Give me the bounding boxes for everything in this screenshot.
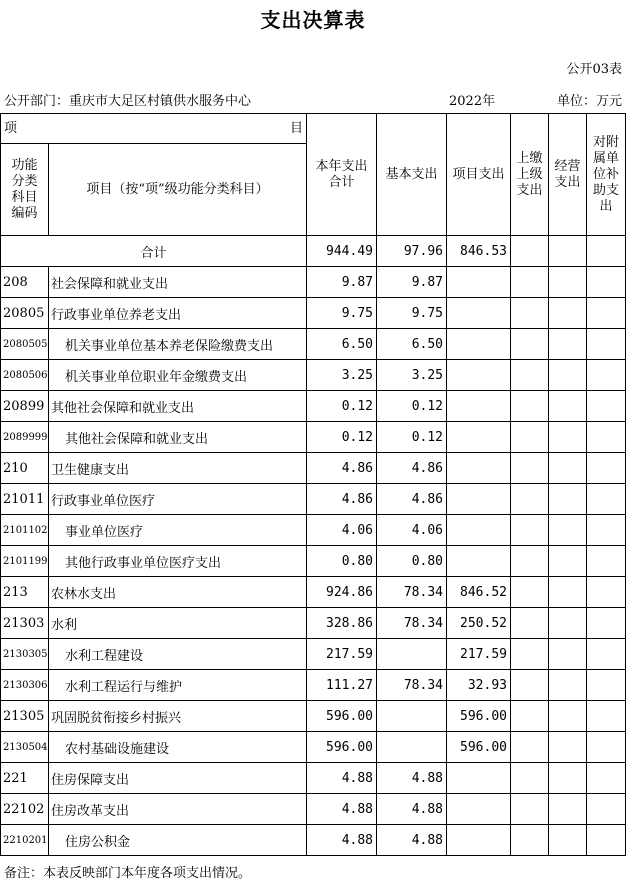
unit-label: 单位：万元 [556,94,622,109]
row-upper [511,391,549,422]
row-name: 住房公积金 [49,825,307,856]
row-upper [511,267,549,298]
row-subsidiary [587,546,626,577]
row-basic [377,732,447,763]
row-name: 水利工程建设 [49,639,307,670]
row-basic: 4.86 [377,453,447,484]
header-subsidiary: 对附属单位补助支出 [587,114,626,236]
header-project: 项目支出 [447,114,511,236]
row-business [549,732,587,763]
row-project [447,453,511,484]
row-upper [511,763,549,794]
row-business [549,670,587,701]
row-subsidiary [587,732,626,763]
row-subsidiary [587,360,626,391]
row-subsidiary [587,577,626,608]
row-code: 221 [1,763,49,794]
row-basic: 4.88 [377,763,447,794]
row-name: 水利 [49,608,307,639]
row-basic: 4.86 [377,484,447,515]
row-business [549,639,587,670]
row-name: 事业单位医疗 [49,515,307,546]
row-business [549,701,587,732]
row-basic: 4.88 [377,794,447,825]
row-name: 行政事业单位养老支出 [49,298,307,329]
row-upper [511,701,549,732]
row-upper [511,577,549,608]
total-project: 846.53 [447,236,511,267]
row-project [447,298,511,329]
table-row [1,329,626,360]
row-project: 846.52 [447,577,511,608]
row-business [549,298,587,329]
table-row [1,422,626,453]
expenditure-table [0,113,626,856]
row-code: 210 [1,453,49,484]
row-project: 32.93 [447,670,511,701]
row-total: 4.88 [307,763,377,794]
row-project [447,329,511,360]
row-code: 2130305 [1,639,49,670]
total-row [1,236,626,267]
row-project [447,360,511,391]
header-item: 项目（按“项”级功能分类科目） [49,144,307,236]
row-business [549,484,587,515]
row-upper [511,484,549,515]
row-code: 2101199 [1,546,49,577]
row-total: 924.86 [307,577,377,608]
table-row [1,515,626,546]
row-business [549,329,587,360]
total-subsidiary [587,236,626,267]
row-name: 机关事业单位职业年金缴费支出 [49,360,307,391]
row-project [447,546,511,577]
row-business [549,453,587,484]
row-code: 22102 [1,794,49,825]
total-business [549,236,587,267]
table-row [1,453,626,484]
form-code: 公开03表 [566,62,622,77]
row-project [447,825,511,856]
row-total: 4.88 [307,794,377,825]
row-name: 卫生健康支出 [49,453,307,484]
table-row [1,608,626,639]
row-project [447,484,511,515]
row-upper [511,825,549,856]
row-name: 水利工程运行与维护 [49,670,307,701]
row-name: 行政事业单位医疗 [49,484,307,515]
row-total: 9.87 [307,267,377,298]
row-name: 住房改革支出 [49,794,307,825]
row-business [549,267,587,298]
row-upper [511,608,549,639]
row-subsidiary [587,825,626,856]
row-basic: 4.06 [377,515,447,546]
row-total: 4.86 [307,453,377,484]
row-total: 4.86 [307,484,377,515]
table-row [1,763,626,794]
row-project [447,422,511,453]
row-total: 596.00 [307,701,377,732]
row-upper [511,422,549,453]
row-subsidiary [587,329,626,360]
header-total: 本年支出合计 [307,114,377,236]
row-upper [511,453,549,484]
row-upper [511,515,549,546]
row-code: 21305 [1,701,49,732]
row-total: 111.27 [307,670,377,701]
row-upper [511,298,549,329]
row-name: 其他行政事业单位医疗支出 [49,546,307,577]
row-total: 0.80 [307,546,377,577]
row-subsidiary [587,608,626,639]
table-row [1,794,626,825]
row-code: 213 [1,577,49,608]
row-basic: 0.12 [377,391,447,422]
row-business [549,825,587,856]
row-total: 217.59 [307,639,377,670]
row-subsidiary [587,484,626,515]
header-basic: 基本支出 [377,114,447,236]
row-project: 217.59 [447,639,511,670]
row-business [549,546,587,577]
row-name: 巩固脱贫衔接乡村振兴 [49,701,307,732]
row-code: 2210201 [1,825,49,856]
row-code: 21011 [1,484,49,515]
row-subsidiary [587,639,626,670]
row-total: 0.12 [307,391,377,422]
total-upper [511,236,549,267]
row-business [549,360,587,391]
table-row [1,391,626,422]
header-upper: 上缴上级支出 [511,114,549,236]
header-mu: 目 [289,120,303,136]
row-upper [511,670,549,701]
row-subsidiary [587,701,626,732]
row-upper [511,794,549,825]
total-value: 944.49 [307,236,377,267]
table-row [1,825,626,856]
row-subsidiary [587,422,626,453]
table-row [1,577,626,608]
header-xiang-mu [1,114,307,144]
row-project [447,763,511,794]
row-name: 社会保障和就业支出 [49,267,307,298]
row-basic: 9.87 [377,267,447,298]
total-basic: 97.96 [377,236,447,267]
row-basic: 0.80 [377,546,447,577]
row-basic: 0.12 [377,422,447,453]
row-total: 328.86 [307,608,377,639]
row-business [549,608,587,639]
row-code: 20805 [1,298,49,329]
row-code: 2080506 [1,360,49,391]
row-total: 4.88 [307,825,377,856]
row-basic: 78.34 [377,670,447,701]
row-upper [511,329,549,360]
header-xiang: 项 [4,120,18,136]
department-label: 公开部门：重庆市大足区村镇供水服务中心 [4,94,252,109]
row-total: 0.12 [307,422,377,453]
row-business [549,577,587,608]
row-total: 596.00 [307,732,377,763]
row-name: 机关事业单位基本养老保险缴费支出 [49,329,307,360]
row-total: 4.06 [307,515,377,546]
year-label: 2022年 [449,94,496,109]
row-code: 21303 [1,608,49,639]
row-project: 596.00 [447,701,511,732]
row-basic: 78.34 [377,577,447,608]
row-project [447,391,511,422]
row-subsidiary [587,391,626,422]
row-subsidiary [587,298,626,329]
row-code: 20899 [1,391,49,422]
row-name: 住房保障支出 [49,763,307,794]
page-title: 支出决算表 [260,8,366,32]
row-project: 250.52 [447,608,511,639]
table-row [1,360,626,391]
row-basic: 3.25 [377,360,447,391]
row-project [447,267,511,298]
row-total: 3.25 [307,360,377,391]
row-basic: 6.50 [377,329,447,360]
table-row [1,298,626,329]
row-name: 其他社会保障和就业支出 [49,391,307,422]
row-subsidiary [587,453,626,484]
footnote: 备注：本表反映部门本年度各项支出情况。 [4,866,252,881]
row-name: 农林水支出 [49,577,307,608]
row-upper [511,639,549,670]
row-business [549,763,587,794]
row-total: 6.50 [307,329,377,360]
table-row [1,546,626,577]
header-business: 经营支出 [549,114,587,236]
table-row [1,484,626,515]
row-business [549,515,587,546]
row-total: 9.75 [307,298,377,329]
table-row [1,732,626,763]
table-row [1,267,626,298]
row-basic: 4.88 [377,825,447,856]
row-code: 2101102 [1,515,49,546]
row-business [549,794,587,825]
row-project: 596.00 [447,732,511,763]
row-business [549,391,587,422]
row-code: 2130504 [1,732,49,763]
row-upper [511,360,549,391]
row-name: 农村基础设施建设 [49,732,307,763]
row-upper [511,732,549,763]
total-label: 合计 [1,236,307,267]
row-basic: 78.34 [377,608,447,639]
table-row [1,701,626,732]
row-code: 208 [1,267,49,298]
row-name: 其他社会保障和就业支出 [49,422,307,453]
row-subsidiary [587,794,626,825]
row-subsidiary [587,267,626,298]
row-upper [511,546,549,577]
row-code: 2089999 [1,422,49,453]
row-basic [377,701,447,732]
row-subsidiary [587,670,626,701]
header-code: 功能分类科目编码 [1,144,49,236]
row-code: 2130306 [1,670,49,701]
row-subsidiary [587,515,626,546]
row-project [447,515,511,546]
row-basic: 9.75 [377,298,447,329]
row-project [447,794,511,825]
table-row [1,670,626,701]
row-subsidiary [587,763,626,794]
row-basic [377,639,447,670]
row-code: 2080505 [1,329,49,360]
table-row [1,639,626,670]
row-business [549,422,587,453]
